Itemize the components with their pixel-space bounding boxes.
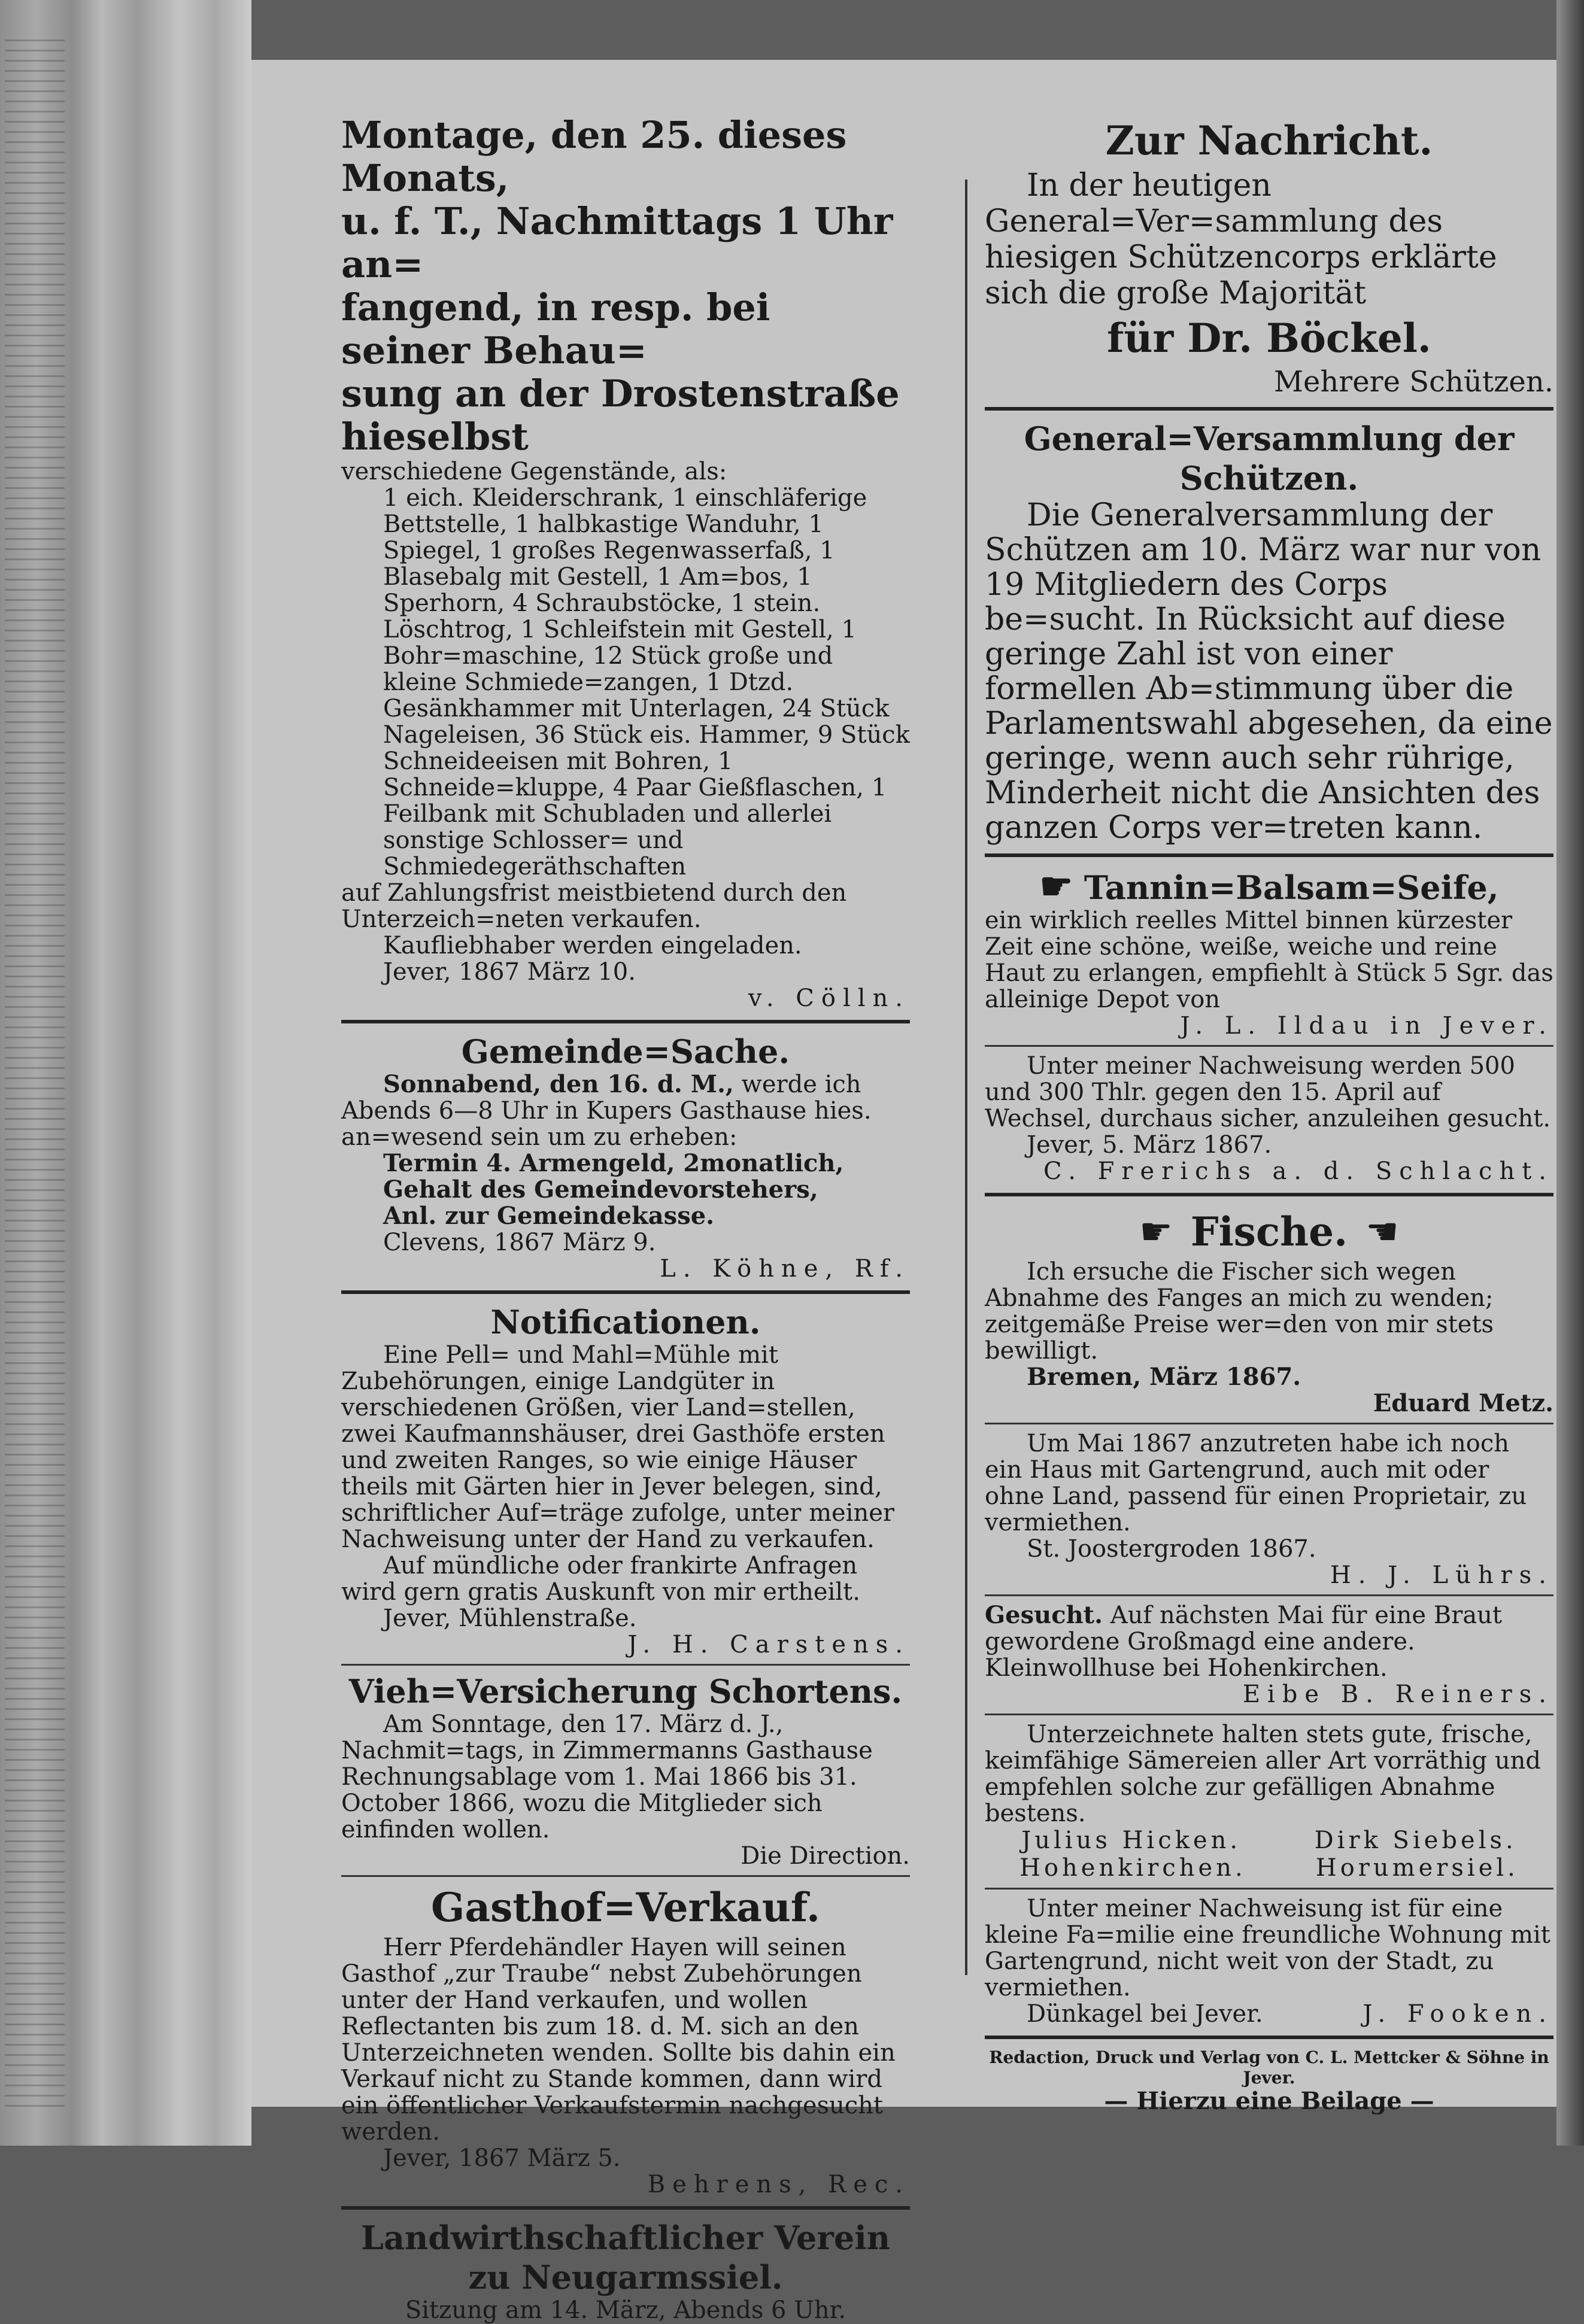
auction-intro-line: sung an der Drostenstraße hieselbst: [341, 372, 900, 458]
auction-date: Jever, 1867 März 10.: [383, 958, 636, 986]
nachricht-text: In der heutigen General=Ver=sammlung des hiesigen Schützencorps erklärte sich die große Majorität: [985, 168, 1497, 311]
section-rule: [985, 1594, 1553, 1596]
tannin-text: ein wirklich reelles Mittel binnen kürzester Zeit eine schöne, weiße, weiche und reine Haut zu erlangen, empfiehlt à Stück 5 Sgr. das alleinige Depot von: [985, 907, 1553, 1013]
gemeinde-text: werde ich Abends 6—8 Uhr in Kupers Gasthause hies. an=wesend sein um zu erheben:: [341, 1071, 872, 1151]
section-rule: [341, 1664, 910, 1666]
auction-intro-line: Montage, den 25. dieses Monats,: [341, 113, 847, 200]
auction-notice: [341, 114, 910, 1011]
gasthof-title: Gasthof=Verkauf.: [431, 1884, 820, 1931]
section-rule: [985, 1888, 1553, 1889]
fische-notice: [985, 1205, 1553, 1417]
landwirth-title-line1: Landwirthschaftlicher Verein: [361, 2219, 890, 2257]
auction-invite: Kaufliebhaber werden eingeladen.: [383, 932, 802, 959]
nachricht-highlight: für Dr. Böckel.: [1107, 315, 1431, 361]
footer-imprint: Redaction, Druck und Verlag von C. L. Mettcker & Söhne in Jever.: [989, 2047, 1549, 2088]
fische-text: Ich ersuche die Fischer sich wegen Abnahme des Fanges an mich zu wenden; zeitgemäße Preise wer=den von mir stets bewilligt.: [985, 1258, 1494, 1365]
fische-date: Bremen, März 1867.: [1027, 1363, 1301, 1391]
wohnung-notice: [985, 1895, 1553, 2027]
wohnung-signature: J. Fooken.: [1363, 2000, 1553, 2028]
vieh-title: Vieh=Versicherung Schortens.: [348, 1672, 903, 1711]
notifications-notice: [341, 1302, 910, 1658]
general-notice: [985, 419, 1553, 845]
landwirth-notice: [341, 2218, 910, 2323]
notifications-signature: J. H. Carstens.: [627, 1631, 910, 1658]
haus-signature: H. J. Lührs.: [1330, 1562, 1553, 1589]
saemereien-name: Dirk Siebels.: [1314, 1827, 1517, 1854]
footer-beilage: — Hierzu eine Beilage —: [1104, 2087, 1434, 2115]
saemereien-place: Horumersiel.: [1315, 1854, 1519, 1882]
auction-signature: v. Cölln.: [748, 985, 910, 1012]
landwirth-title-line2: zu Neugarmssiel.: [468, 2258, 783, 2296]
gesucht-text: Auf nächsten Mai für eine Braut gewordene Großmagd eine andere.: [985, 1602, 1502, 1655]
section-rule: [985, 407, 1553, 411]
page-curl-shadow: [1556, 0, 1584, 2146]
auction-intro-line: fangend, in resp. bei seiner Behau=: [341, 285, 770, 372]
haus-notice: [985, 1430, 1553, 1588]
vieh-signature: Die Direction.: [741, 1842, 910, 1870]
gemeinde-title: Gemeinde=Sache.: [461, 1032, 790, 1071]
gesucht-lead: Gesucht.: [985, 1601, 1103, 1629]
section-rule: [985, 1193, 1553, 1196]
section-rule: [341, 1290, 910, 1294]
section-rule: [985, 2036, 1553, 2039]
gasthof-text: Herr Pferdehändler Hayen will seinen Gasthof „zur Traube“ nebst Zubehörungen unter der Hand verkaufen, und wollen Reflectanten bis zum 18. d. M. sich an den Unterzeichneten wenden. Sollte bis dahin ein Verkauf nicht zu Stande kommen, dann wird ein öffentlicher Verkaufstermin nachgesucht werden.: [341, 1934, 896, 2146]
notifications-title: Notificationen.: [490, 1303, 761, 1341]
general-title-line2: Schützen.: [1179, 459, 1359, 497]
right-column: [985, 114, 1553, 2115]
general-title-line1: General=Versammlung der: [1024, 420, 1515, 458]
gesucht-signature: Eibe B. Reiners.: [1242, 1681, 1553, 1708]
gemeinde-item: Anl. zur Gemeindekasse.: [383, 1202, 715, 1230]
landwirth-text: Sitzung am 14. März, Abends 6 Uhr.: [405, 2296, 846, 2324]
section-rule: [341, 1875, 910, 1877]
section-rule: [985, 1423, 1553, 1424]
fische-signature: Eduard Metz.: [1373, 1389, 1553, 1417]
gesucht-place: Kleinwollhuse bei Hohenkirchen.: [985, 1654, 1388, 1682]
notifications-text2: Auf mündliche oder frankirte Anfragen wird gern gratis Auskunft von mir ertheilt.: [341, 1552, 860, 1606]
haus-date: St. Joostergroden 1867.: [1027, 1535, 1316, 1563]
pointing-hand-left-icon: ☚: [1365, 1210, 1399, 1253]
section-rule: [985, 1714, 1553, 1715]
gesucht-notice: [985, 1602, 1553, 1708]
notifications-text: Eine Pell= und Mahl=Mühle mit Zubehörungen, einige Landgüter in verschiedenen Größen, vier Land=stellen, zwei Kaufmannshäuser, drei Gasthöfe ersten und zweiten Ranges, so wie einige Häuser theils mit Gärten hier in Jever belegen, sind, schriftlicher Auf=träge zufolge, unter meiner Nachweisung unter der Hand zu verkaufen.: [341, 1341, 895, 1553]
tannin-notice: [985, 865, 1553, 1039]
wohnung-text: Unter meiner Nachweisung ist für eine kleine Fa=milie eine freundliche Wohnung mit Gartengrund, nicht weit von der Stadt, zu vermiethen.: [985, 1895, 1550, 2001]
nachricht-signature: Mehrere Schützen.: [1273, 365, 1553, 399]
loan-notice: [985, 1053, 1553, 1184]
pointing-hand-icon: ☛: [1139, 1210, 1173, 1253]
pointing-hand-icon: ☛: [1039, 864, 1073, 908]
gasthof-notice: [341, 1883, 910, 2198]
paper-texture: [5, 36, 65, 2107]
vieh-notice: [341, 1672, 910, 1869]
gemeinde-item: Termin 4. Armengeld, 2monatlich,: [383, 1149, 844, 1177]
auction-items: 1 eich. Kleiderschrank, 1 einschläferige Bettstelle, 1 halbkastige Wanduhr, 1 Spiegel, 1 großes Regenwasserfaß, 1 Blasebalg mit Gestell, 1 Am=bos, 1 Sperhorn, 4 Schraubstöcke, 1 stein. Löschtrog, 1 Schleifstein mit Gestell, 1 Bohr=maschine, 12 Stück große und kleine Schmiede=zangen, 1 Dtzd. Gesänkhammer mit Unterlagen, 24 Stück Nageleisen, 36 Stück eis. Hammer, 9 Stück Schneideeisen mit Bohren, 1 Schneide=kluppe, 4 Paar Gießflaschen, 1 Feilbank mit Schubladen und allerlei sonstige Schlosser= und Schmiedegeräthschaften: [383, 484, 910, 880]
saemereien-text: Unterzeichnete halten stets gute, frische, keimfähige Sämereien aller Art vorräthig und empfehlen solche zur gefälligen Abnahme bestens.: [985, 1721, 1541, 1827]
book-binding-edge: [0, 0, 251, 2146]
gasthof-date: Jever, 1867 März 5.: [383, 2144, 621, 2172]
gemeinde-signature: L. Köhne, Rf.: [660, 1255, 910, 1283]
gemeinde-date: Clevens, 1867 März 9.: [383, 1229, 656, 1256]
general-text: Die Generalversammlung der Schützen am 10. März war nur von 19 Mitgliedern des Corps be=sucht. In Rücksicht auf diese geringe Zahl ist von einer formellen Ab=stimmung über die Parlamentswahl abgesehen, da eine geringe, wenn auch sehr rührige, Minderheit nicht die Ansichten des ganzen Corps ver=treten kann.: [985, 497, 1553, 846]
left-column: [341, 114, 910, 2323]
gemeinde-notice: [341, 1032, 910, 1282]
column-divider: [965, 180, 967, 1975]
tannin-title: Tannin=Balsam=Seife,: [1084, 868, 1499, 907]
saemereien-name: Julius Hicken.: [1021, 1827, 1242, 1854]
page-footer: [985, 2047, 1553, 2115]
saemereien-place: Hohenkirchen.: [1019, 1854, 1246, 1882]
auction-intro-line: u. f. T., Nachmittags 1 Uhr an=: [341, 199, 893, 286]
saemereien-notice: [985, 1721, 1553, 1882]
auction-terms: auf Zahlungsfrist meistbietend durch den Unterzeich=neten verkaufen.: [341, 879, 847, 933]
tannin-signature: J. L. Ildau in Jever.: [1180, 1012, 1553, 1040]
wohnung-place: Dünkagel bei Jever.: [1027, 2000, 1263, 2028]
loan-date: Jever, 5. März 1867.: [1027, 1131, 1272, 1159]
loan-text: Unter meiner Nachweisung werden 500 und 300 Thlr. gegen den 15. April auf Wechsel, durchaus sicher, anzuleihen gesucht.: [985, 1052, 1551, 1132]
gemeinde-lead: Sonnabend, den 16. d. M.,: [383, 1070, 734, 1098]
loan-signature: C. Frerichs a. d. Schlacht.: [1043, 1158, 1553, 1185]
auction-items-intro: verschiedene Gegenstände, als:: [341, 458, 727, 485]
nachricht-notice: [985, 116, 1553, 399]
gasthof-signature: Behrens, Rec.: [647, 2171, 910, 2198]
haus-text: Um Mai 1867 anzutreten habe ich noch ein Haus mit Gartengrund, auch mit oder ohne Land, passend für einen Proprietair, zu vermiethen.: [985, 1430, 1527, 1536]
notifications-date: Jever, Mühlenstraße.: [383, 1605, 637, 1632]
section-rule: [985, 853, 1553, 857]
fische-title: Fische.: [1190, 1208, 1348, 1255]
section-rule: [341, 2206, 910, 2210]
section-rule: [341, 1020, 910, 1023]
nachricht-title: Zur Nachricht.: [1105, 117, 1433, 164]
section-rule: [985, 1045, 1553, 1047]
vieh-text: Am Sonntage, den 17. März d. J., Nachmit=tags, in Zimmermanns Gasthause Rechnungsablage vom 1. Mai 1866 bis 31. October 1866, wozu die Mitglieder sich einfinden wollen.: [341, 1711, 873, 1843]
gemeinde-item: Gehalt des Gemeindevorstehers,: [383, 1175, 818, 1204]
